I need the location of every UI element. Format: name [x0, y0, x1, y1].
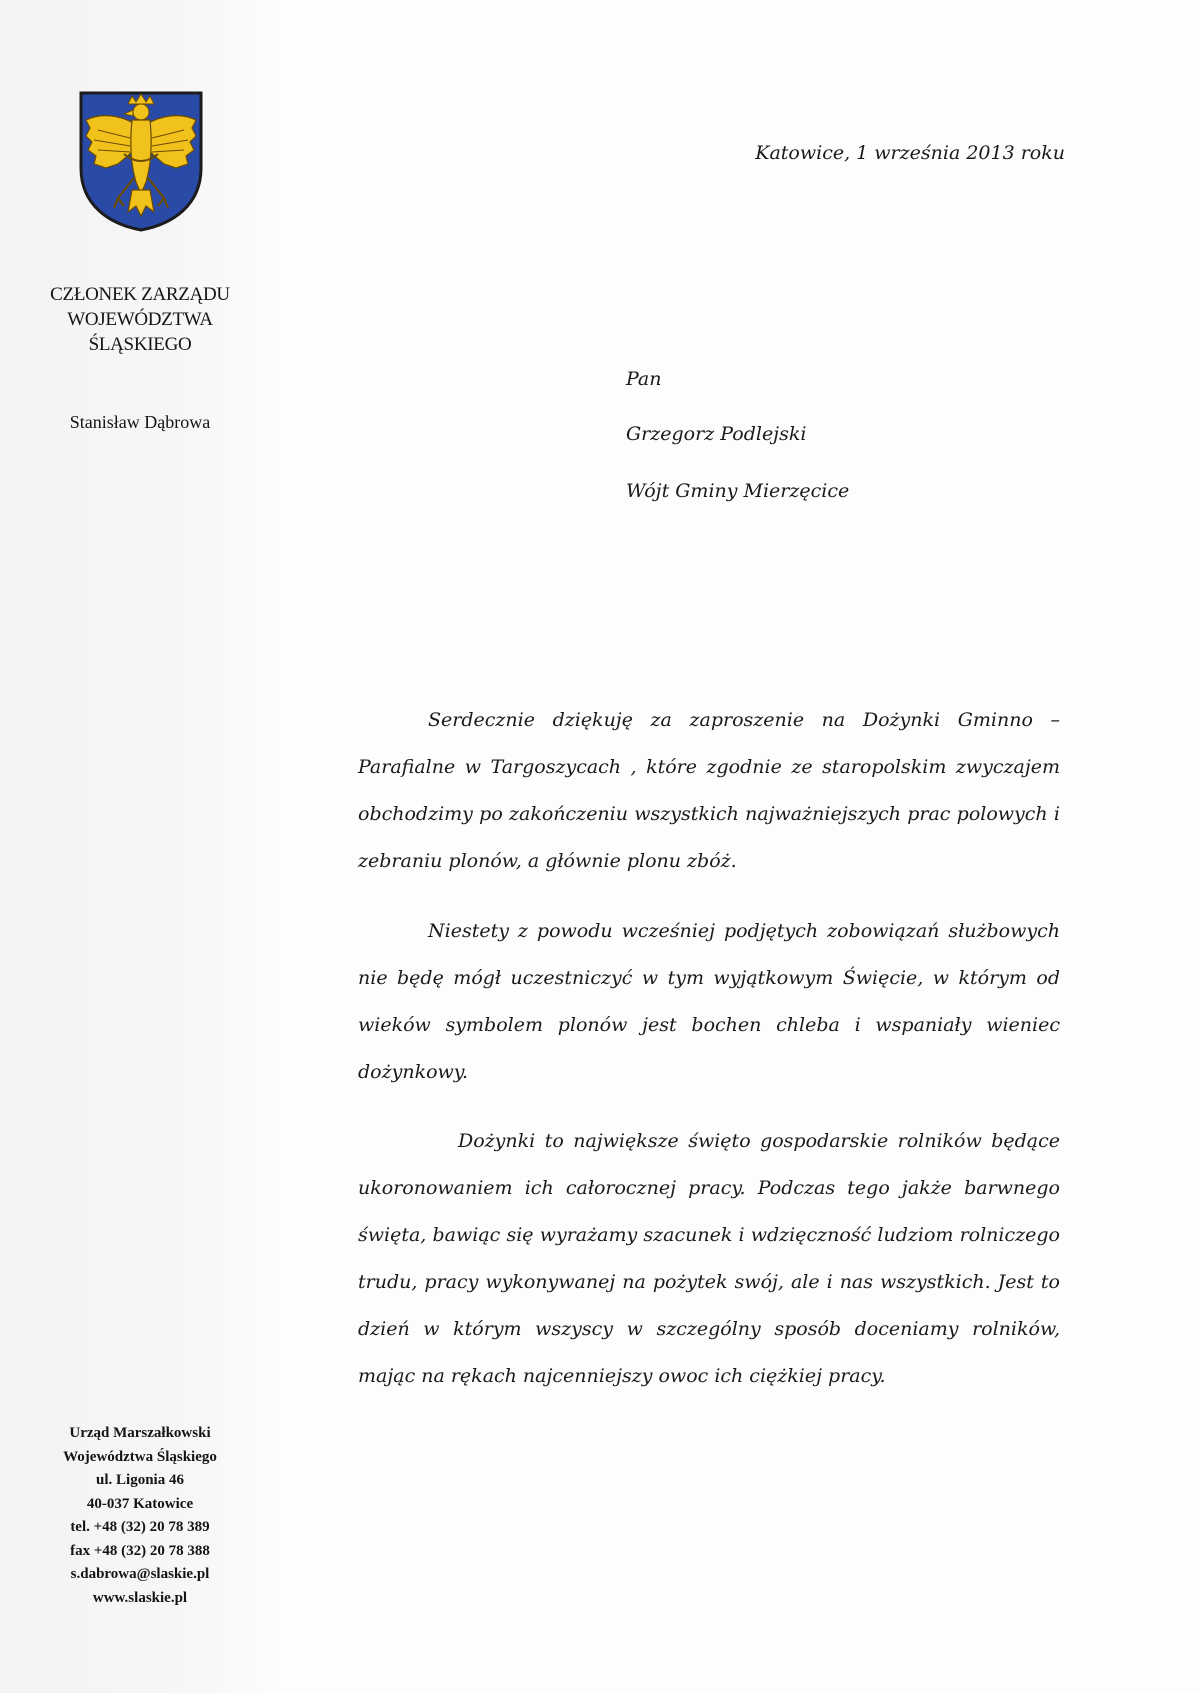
address-line: Urząd Marszałkowski: [69, 1425, 211, 1441]
paragraph-text: Dożynki to największe święto gospodarskie rolników będące ukoronowaniem ich całorocznej pracy. Podczas tego jakże barwnego święta, bawiąc się wyrażamy szacunek i wdzięczność ludziom rolniczego trudu, pracy wykonywanej na pożytek swój, ale i nas wszystkich. Jest to dzień w którym wszyscy w szczególny sposób doceniamy rolników, mając na rękach najcenniejszy owoc ich ciężkiej pracy.: [358, 1130, 1060, 1387]
recipient-name: Grzegorz Podlejski: [626, 423, 807, 445]
address-line: 40-037 Katowice: [86, 1495, 194, 1512]
phone-number: tel. +48 (32) 20 78 389: [70, 1519, 210, 1535]
recipient-title: Wójt Gminy Mierzęcice: [626, 480, 850, 502]
email-address: s.dabrowa@slaskie.pl: [70, 1566, 210, 1582]
paragraph-text: Serdecznie dziękuję za zaproszenie na Dożynki Gminno – Parafialne w Targoszycach , które zgodnie ze staropolskim zwyczajem obchodzimy po zakończeniu wszystkich najważniejszych prac polowych i zebraniu plonów, a głównie plonu zbóż.: [358, 709, 1060, 872]
office-address: [40, 1422, 240, 1610]
address-line: ul. Ligonia 46: [96, 1472, 184, 1488]
recipient-salutation: Pan: [626, 368, 662, 390]
letterhead-organization: [40, 282, 240, 357]
address-line: Województwa Śląskiego: [63, 1448, 217, 1465]
org-line: CZŁONEK ZARZĄDU: [50, 284, 230, 305]
silesia-coat-of-arms-icon: [78, 90, 204, 232]
letter-paragraph: [358, 908, 1060, 1096]
website-address: www.slaskie.pl: [92, 1589, 188, 1606]
letter-paragraph: [358, 697, 1060, 885]
letter-paragraph: [358, 1118, 1060, 1400]
signer-name: Stanisław Dąbrowa: [69, 412, 211, 432]
fax-number: fax +48 (32) 20 78 388: [70, 1542, 210, 1559]
paragraph-text: Niestety z powodu wcześniej podjętych zobowiązań służbowych nie będę mógł uczestniczyć w tym wyjątkowym Święcie, w którym od wieków symbolem plonów jest bochen chleba i wspaniały wieniec dożynkowy.: [358, 920, 1060, 1083]
letter-date: Katowice, 1 września 2013 roku: [755, 142, 1065, 164]
org-line: WOJEWÓDZTWA: [67, 309, 213, 330]
org-line: ŚLĄSKIEGO: [88, 334, 192, 355]
